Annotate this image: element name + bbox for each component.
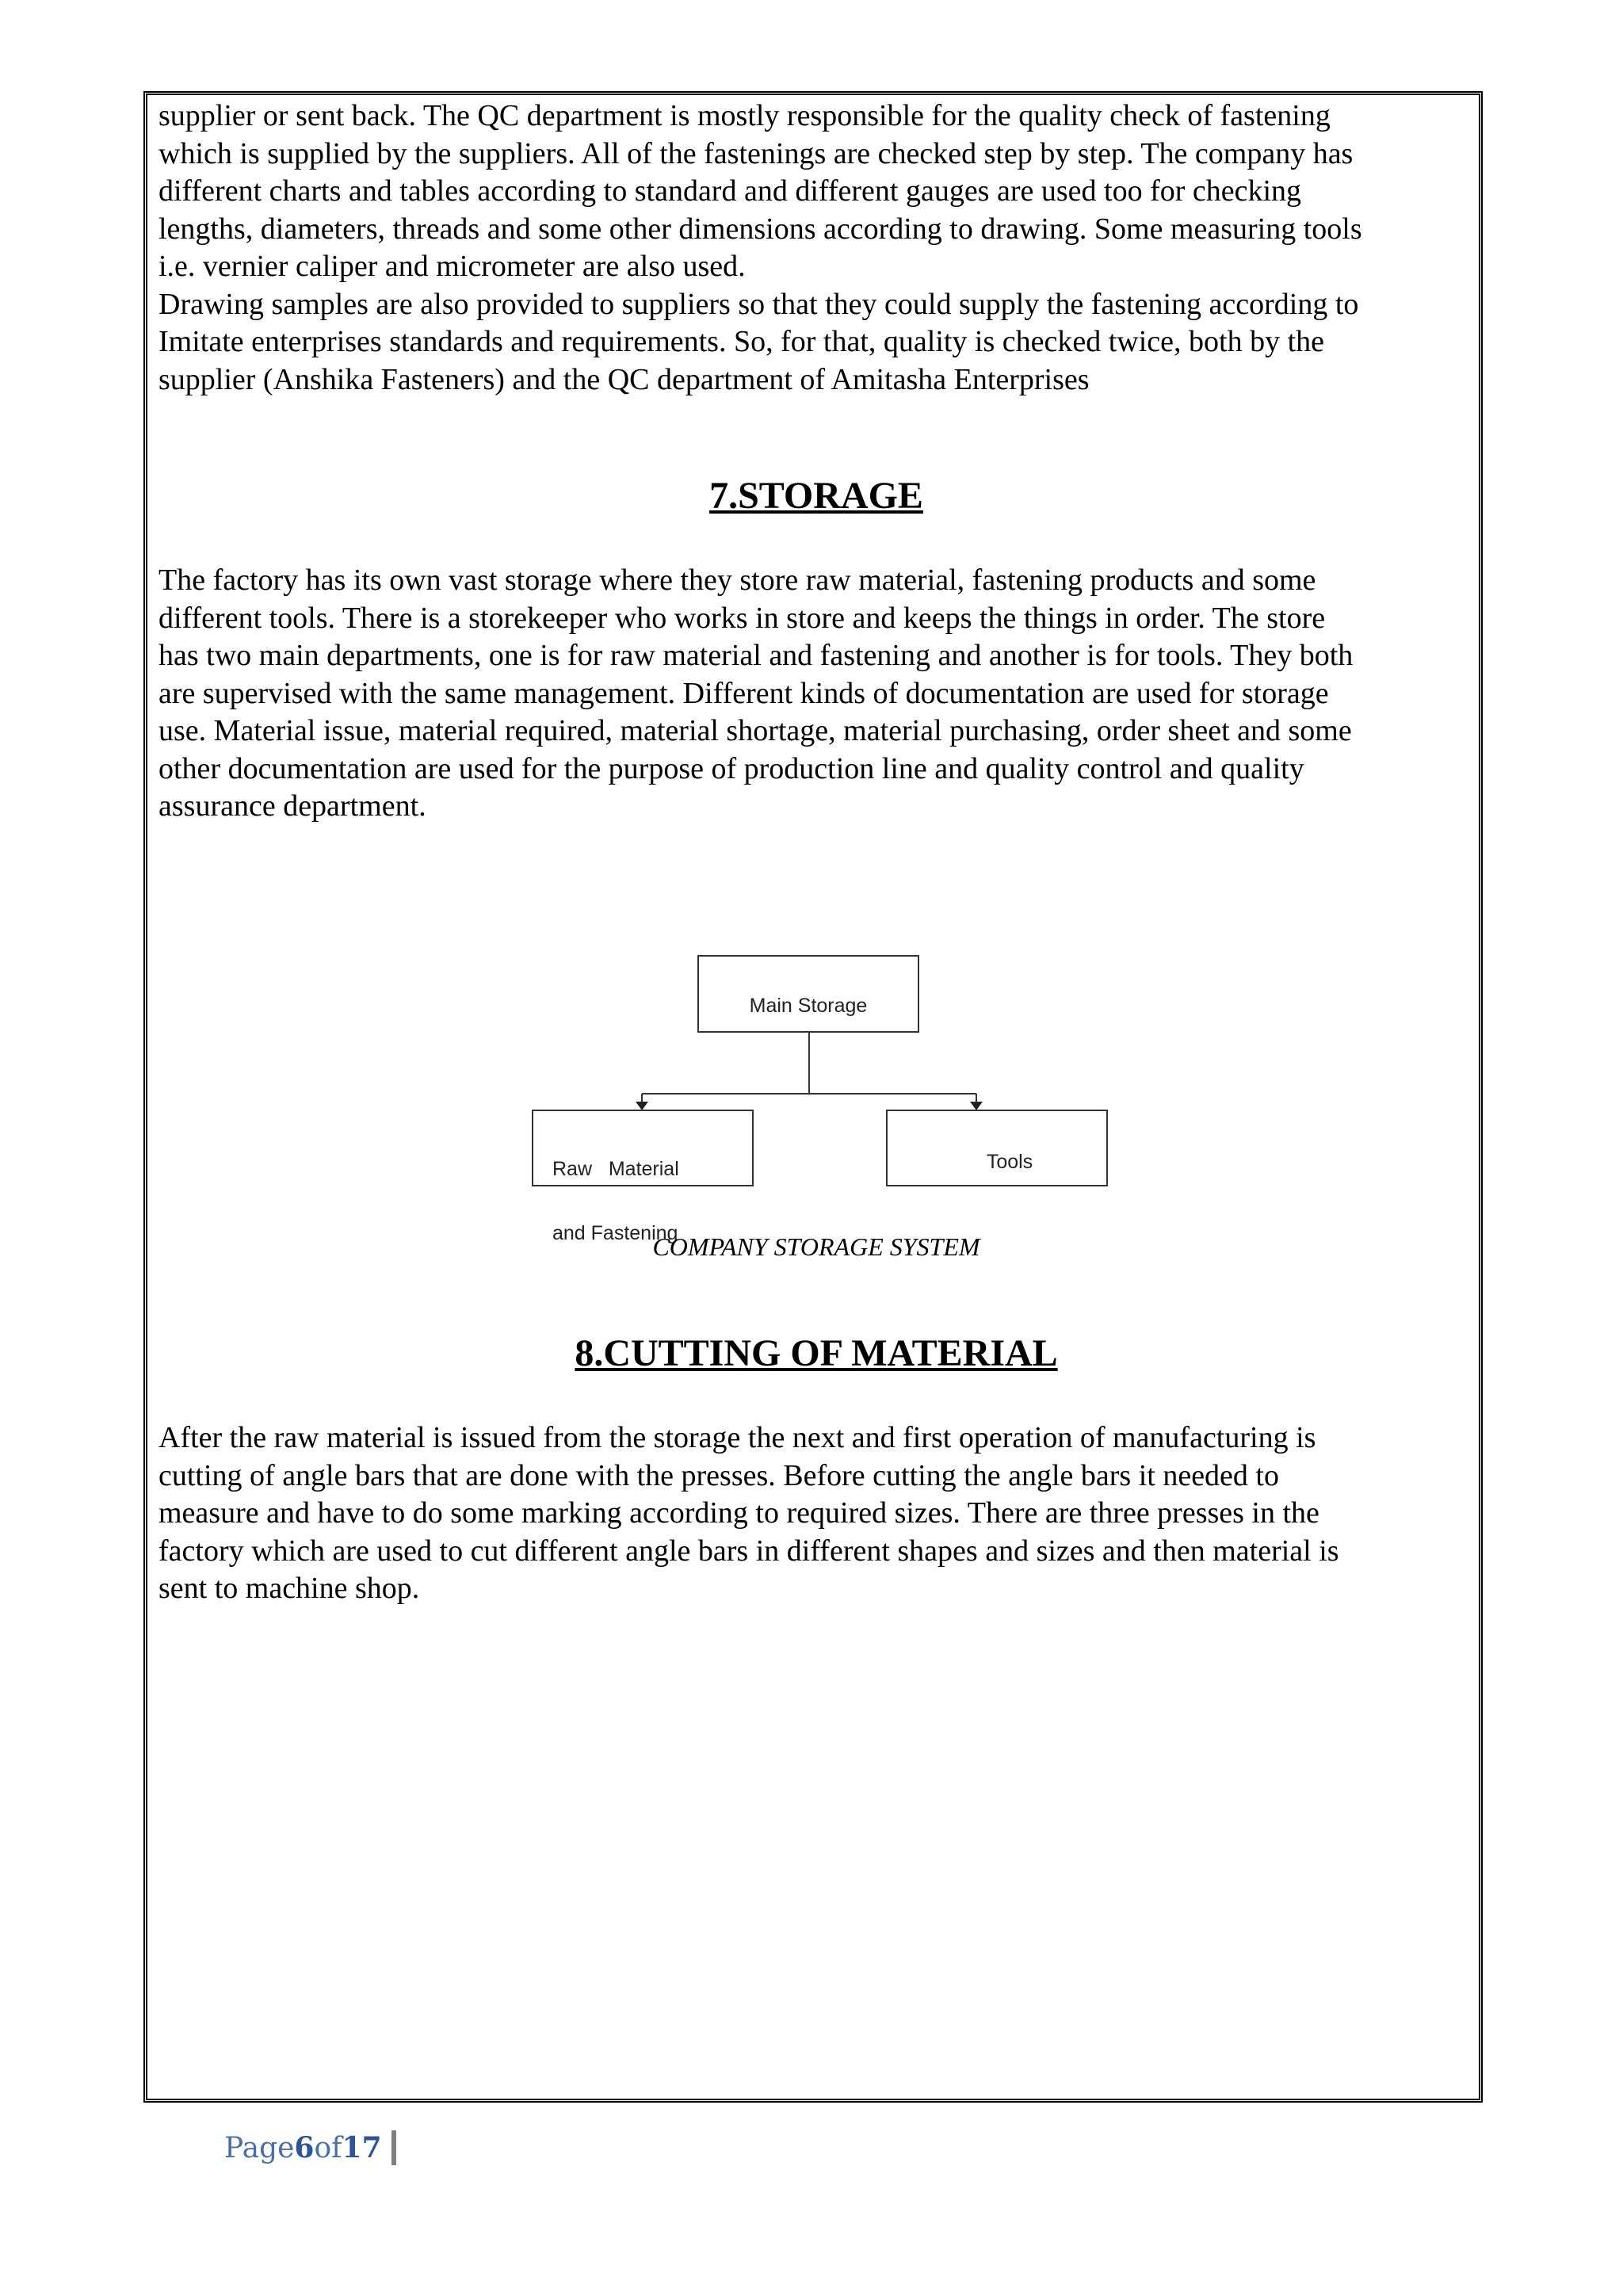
section-heading-storage: 7.STORAGE [709, 475, 923, 517]
text-line: Imitate enterprises standards and requirements. So, for that, quality is checked twice, both by the [158, 325, 1325, 358]
page-number-prefix: Page [224, 2131, 295, 2164]
text-line: has two main departments, one is for raw material and fastening and another is for tools. They both [158, 639, 1354, 672]
tools-box [886, 1110, 1108, 1186]
main-storage-box [697, 955, 919, 1033]
text-line: measure and have to do some marking according to required sizes. There are three presses in the [158, 1496, 1319, 1530]
text-line: lengths, diameters, threads and some other dimensions according to drawing. Some measuring tools [158, 212, 1362, 246]
text-line: i.e. vernier caliper and micrometer are also used. [158, 250, 746, 283]
main-storage-label: Main Storage [749, 995, 868, 1017]
text-line: cutting of angle bars that are done with the presses. Before cutting the angle bars it needed to [158, 1458, 1279, 1492]
text-line: Drawing samples are also provided to suppliers so that they could supply the fastening according to [158, 287, 1359, 321]
text-line: other documentation are used for the purpose of production line and quality control and quality [158, 751, 1304, 785]
text-line: factory which are used to cut different angle bars in different shapes and sizes and then material is [158, 1534, 1339, 1568]
text-line: assurance department. [158, 789, 426, 823]
page-footer [224, 2130, 396, 2165]
text-line: After the raw material is issued from the storage the next and first operation of manufacturing is [158, 1421, 1316, 1454]
page-number-of: of [314, 2131, 342, 2164]
raw-material-label-line: Raw Material [552, 1158, 679, 1180]
section-heading-cutting: 8.CUTTING OF MATERIAL [575, 1332, 1058, 1374]
diagram-caption: COMPANY STORAGE SYSTEM [652, 1232, 980, 1261]
footer-divider [391, 2130, 396, 2165]
text-line: sent to machine shop. [158, 1572, 420, 1605]
raw-material-box [532, 1110, 754, 1244]
page-number-total: 17 [342, 2131, 382, 2164]
raw-material-label-line: and Fastening [552, 1222, 678, 1244]
text-line: The factory has its own vast storage where they store raw material, fastening products and some [158, 563, 1316, 597]
text-line: which is supplied by the suppliers. All of the fastenings are checked step by step. The company has [158, 136, 1354, 170]
cutting-paragraph [158, 1419, 1474, 1608]
text-line: supplier or sent back. The QC department is mostly responsible for the quality check of fastening [158, 99, 1331, 132]
text-line: supplier (Anshika Fasteners) and the QC department of Amitasha Enterprises [158, 362, 1090, 396]
text-line: different tools. There is a storekeeper who works in store and keeps the things in order. The store [158, 601, 1326, 635]
page-number-current: 6 [294, 2131, 315, 2164]
text-line: different charts and tables according to standard and different gauges are used too for checking [158, 174, 1302, 208]
text-line: use. Material issue, material required, material shortage, material purchasing, order sheet and some [158, 714, 1352, 747]
text-line: are supervised with the same management. Different kinds of documentation are used for storage [158, 676, 1329, 710]
tools-label: Tools [986, 1151, 1033, 1173]
